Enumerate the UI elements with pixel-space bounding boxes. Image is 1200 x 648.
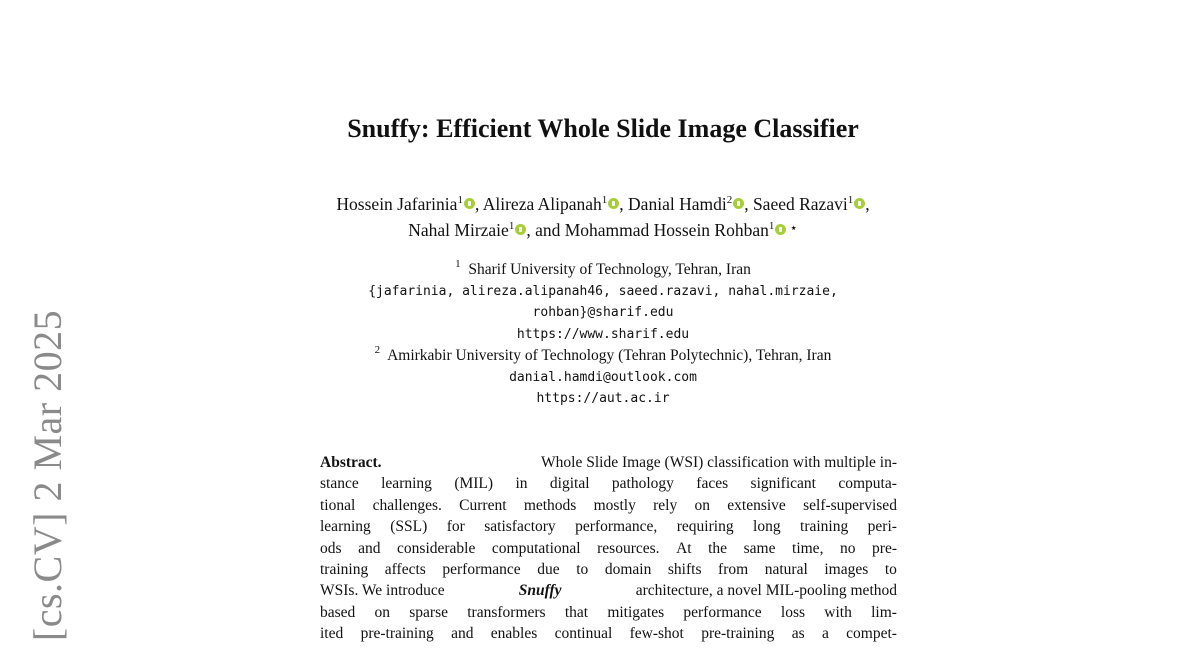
orcid-icon[interactable] — [854, 198, 865, 209]
author-line-2 — [0, 216, 1200, 242]
corresponding-author-star: ⋆ — [786, 220, 798, 235]
author-separator: , and — [526, 220, 565, 240]
author-affiliation-mark: 2 — [726, 194, 733, 206]
author-name: Alireza Alipanah — [482, 194, 602, 214]
author-separator: , — [744, 194, 753, 214]
affiliation-1 — [0, 259, 1200, 281]
author-name: Saeed Razavi — [752, 194, 848, 214]
abstract-line: tional challenges. Current methods mostly rely on extensive self-supervised — [320, 496, 897, 514]
author-name: Nahal Mirzaie — [408, 220, 509, 240]
affiliation-1-emails-line-1: {jafarinia, alireza.alipanah46, saeed.razavi, nahal.mirzaie, — [368, 283, 838, 299]
abstract-line-text: WSIs. We introduce — [320, 582, 445, 600]
abstract-line — [320, 580, 897, 601]
abstract-line: learning (SSL) for satisfactory performance, requiring long training peri- — [320, 518, 897, 536]
affiliation-1-number: 1 — [455, 258, 461, 270]
author-line-1 — [0, 193, 1200, 216]
orcid-icon[interactable] — [464, 198, 475, 209]
abstract-line: based on sparse transformers that mitigates performance loss with lim- — [320, 603, 897, 621]
affiliation-1-url[interactable]: https://www.sharif.edu — [516, 326, 690, 342]
abstract-line-text: Whole Slide Image (WSI) classification with multiple in- — [541, 454, 897, 471]
affiliation-2-text: Amirkabir University of Technology (Tehran Polytechnic), Tehran, Iran — [387, 347, 832, 364]
affiliations — [0, 259, 1200, 410]
abstract-line-text: architecture, a novel MIL-pooling method — [635, 582, 897, 600]
author-name: Mohammad Hossein Rohban — [564, 220, 769, 240]
affiliation-1-text: Sharif University of Technology, Tehran, Iran — [468, 261, 751, 278]
author-name: Hossein Jafarinia — [336, 194, 458, 214]
author-affiliation-mark: 1 — [508, 220, 515, 232]
abstract-line — [320, 452, 897, 473]
author-separator: , — [865, 194, 870, 214]
paper-title: Snuffy: Efficient Whole Slide Image Classifier — [347, 114, 859, 143]
author-affiliation-mark: 1 — [847, 194, 854, 206]
affiliation-2-email[interactable]: danial.hamdi@outlook.com — [509, 369, 697, 385]
affiliation-2-url[interactable]: https://aut.ac.ir — [536, 391, 670, 406]
snuffy-emphasis: Snuffy — [518, 582, 562, 600]
affiliation-1-emails-line-2: rohban}@sharif.edu — [532, 305, 674, 320]
abstract-line: ited pre-training and enables continual few-shot pre-training as a compet- — [320, 625, 897, 643]
abstract-line: stance learning (MIL) in digital pathology faces significant computa- — [320, 475, 897, 493]
author-list — [0, 193, 1200, 242]
author-affiliation-mark: 1 — [457, 194, 463, 206]
orcid-icon[interactable] — [515, 224, 526, 235]
affiliation-2 — [0, 345, 1200, 367]
abstract-line: training affects performance due to domain shifts from natural images to — [320, 561, 897, 579]
affiliation-2-number: 2 — [374, 344, 381, 356]
orcid-icon[interactable] — [608, 198, 619, 209]
author-separator: , — [619, 194, 629, 214]
orcid-icon[interactable] — [775, 224, 786, 235]
author-affiliation-mark: 1 — [601, 194, 608, 206]
abstract-line: ods and considerable computational resources. At the same time, no pre- — [320, 539, 897, 557]
author-name: Danial Hamdi — [628, 194, 727, 214]
author-separator: , — [474, 194, 483, 214]
abstract — [320, 452, 897, 645]
author-affiliation-mark: 1 — [768, 220, 775, 232]
abstract-label: Abstract. — [320, 454, 382, 471]
orcid-icon[interactable] — [733, 198, 744, 209]
arxiv-stamp-text: [cs.CV] 2 Mar 2025 — [25, 309, 71, 641]
